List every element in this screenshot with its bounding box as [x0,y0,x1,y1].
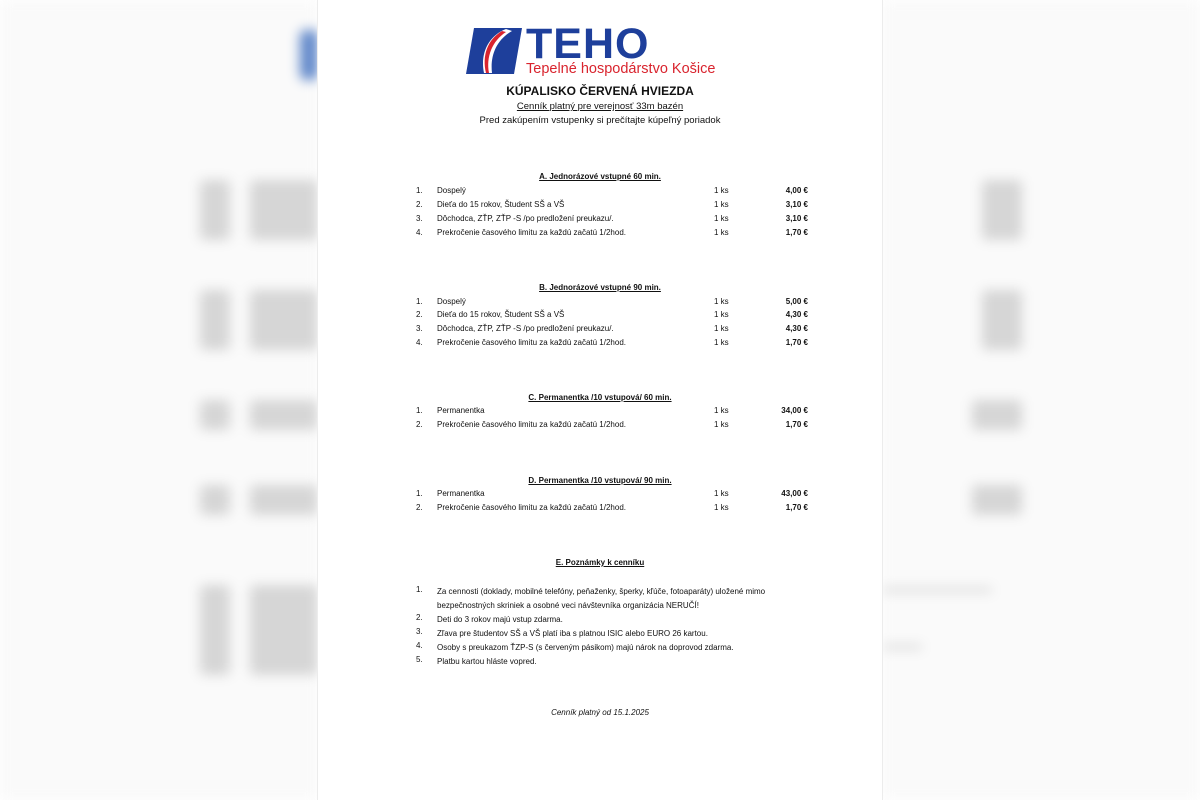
logo-subtitle: Tepelné hospodárstvo Košice [526,61,716,77]
note-text: Deti do 3 rokov majú vstup zdarma. [437,615,563,624]
row-description: Prekročenie časového limitu za každú začatú 1/2hod. [437,228,626,237]
row-quantity: 1 ks [714,338,729,347]
row-description: Dôchodca, ZŤP, ZŤP -S /po predložení preukazu/. [437,324,614,333]
row-description: Dospelý [437,297,466,306]
row-quantity: 1 ks [714,214,729,223]
price-row [318,324,882,337]
row-number: 3. [416,214,423,223]
row-number: 1. [416,406,423,415]
note-number: 1. [416,585,423,594]
price-row [318,186,882,199]
row-price: 3,10 € [785,214,808,223]
price-list-document [318,0,882,800]
row-quantity: 1 ks [714,186,729,195]
notes-title: E. Poznámky k cenníku [555,558,645,567]
row-price: 1,70 € [785,420,808,429]
row-description: Prekročenie časového limitu za každú začatú 1/2hod. [437,420,626,429]
row-quantity: 1 ks [714,297,729,306]
document-title: KÚPALISKO ČERVENÁ HVIEZDA [506,84,694,98]
row-price: 1,70 € [785,338,808,347]
row-description: Dieťa do 15 rokov, Študent SŠ a VŠ [437,310,565,319]
row-description: Prekročenie časového limitu za každú začatú 1/2hod. [437,338,626,347]
section-a-title: A. Jednorázové vstupné 60 min. [539,172,661,181]
row-description: Prekročenie časového limitu za každú začatú 1/2hod. [437,503,626,512]
row-number: 4. [416,228,423,237]
row-number: 1. [416,489,423,498]
row-quantity: 1 ks [714,228,729,237]
row-number: 3. [416,324,423,333]
row-number: 1. [416,186,423,195]
row-description: Dospelý [437,186,466,195]
note-number: 2. [416,613,423,622]
price-row [318,214,882,227]
price-row [318,420,882,433]
row-quantity: 1 ks [714,200,729,209]
note-text: Osoby s preukazom ŤZP-S (s červeným pásikom) majú nárok na doprovod zdarma. [437,643,734,652]
row-price: 3,10 € [785,200,808,209]
price-row [318,297,882,310]
blurred-background-left [0,0,318,800]
document-subtitle: Cenník platný pre verejnosť 33m bazén [516,101,684,112]
row-quantity: 1 ks [714,324,729,333]
row-description: Permanentka [437,406,485,415]
note-number: 3. [416,627,423,636]
row-quantity: 1 ks [714,420,729,429]
document-instruction: Pred zakúpením vstupenky si prečítajte kúpeľný poriadok [479,115,721,126]
row-description: Permanentka [437,489,485,498]
row-number: 4. [416,338,423,347]
logo-wordmark: TEHO [526,20,650,68]
note-number: 5. [416,655,423,664]
note-number: 4. [416,641,423,650]
row-quantity: 1 ks [714,503,729,512]
row-number: 2. [416,310,423,319]
row-description: Dôchodca, ZŤP, ZŤP -S /po predložení preukazu/. [437,214,614,223]
validity-footer: Cenník platný od 15.1.2025 [551,708,649,717]
price-row [318,228,882,241]
row-description: Dieťa do 15 rokov, Študent SŠ a VŠ [437,200,565,209]
section-d-title: D. Permanentka /10 vstupová/ 90 min. [528,476,672,485]
row-quantity: 1 ks [714,489,729,498]
row-number: 2. [416,503,423,512]
row-price: 5,00 € [785,297,808,306]
row-quantity: 1 ks [714,310,729,319]
row-price: 43,00 € [781,489,808,498]
teho-logo [466,20,722,78]
row-number: 2. [416,420,423,429]
note-text: Zľava pre študentov SŠ a VŠ platí iba s platnou ISIC alebo EURO 26 kartou. [437,629,708,638]
row-price: 1,70 € [785,503,808,512]
note-text: Platbu kartou hláste vopred. [437,657,537,666]
row-price: 4,30 € [785,324,808,333]
row-price: 4,00 € [785,186,808,195]
row-price: 1,70 € [785,228,808,237]
row-number: 1. [416,297,423,306]
price-row [318,200,882,213]
teho-logo-mark-icon [466,26,522,76]
blurred-background-right [882,0,1200,800]
price-row [318,406,882,419]
price-row [318,338,882,351]
row-price: 4,30 € [785,310,808,319]
row-number: 2. [416,200,423,209]
section-b-title: B. Jednorázové vstupné 90 min. [539,283,661,292]
price-row [318,503,882,516]
price-row [318,310,882,323]
row-price: 34,00 € [781,406,808,415]
row-quantity: 1 ks [714,406,729,415]
note-text: Za cennosti (doklady, mobilné telefóny, peňaženky, šperky, kľúče, fotoaparáty) uložené mimo bezpečnostných skriniek a osobné veci návštevníka organizácia NERUČÍ! [437,587,766,610]
price-row [318,489,882,502]
section-c-title: C. Permanentka /10 vstupová/ 60 min. [528,393,672,402]
